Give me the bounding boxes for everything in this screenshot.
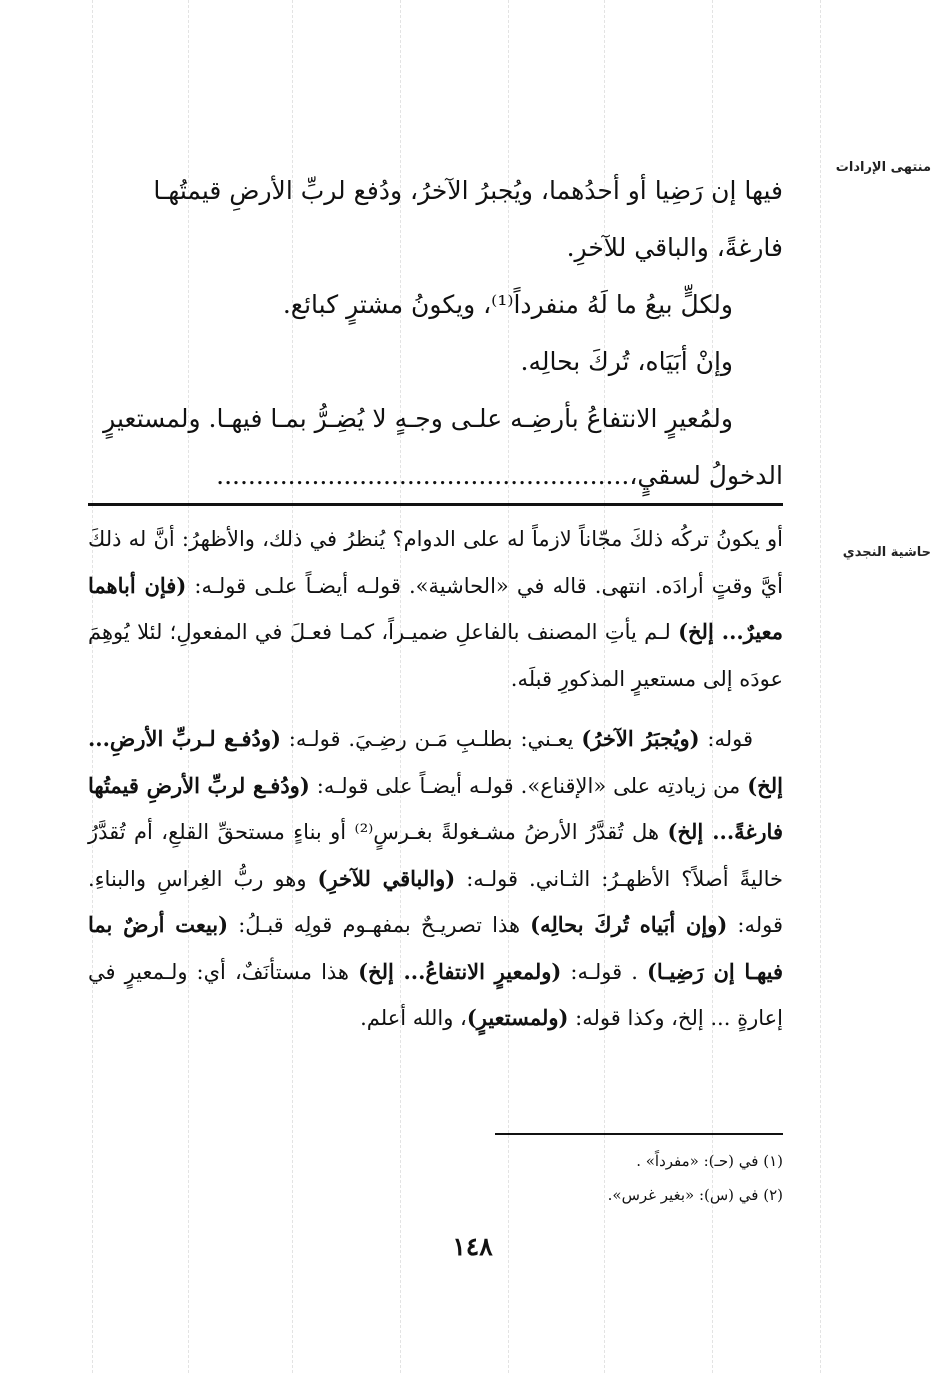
quoted-phrase: (ولمعيرٍ الانتفاعُ... إلخ) <box>358 958 562 984</box>
commentary-paragraph <box>88 516 783 702</box>
scan-guide-line <box>820 0 821 1373</box>
commentary-segment: وهو ربُّ الغِراسِ والبناءِ. قوله: <box>88 866 783 937</box>
quoted-phrase: (ودُفـع لـربِّ الأرضِ... إلخ) <box>88 726 783 798</box>
footnote-divider <box>495 1133 783 1135</box>
quoted-phrase: (والباقي للآخرِ) <box>317 865 456 891</box>
footnotes <box>88 1144 783 1212</box>
commentary-segment: من زيادتِه على «الإقناع». قولـه أيضـاً على قولـه: <box>309 773 748 798</box>
main-text-line: ولكلٍّ بيعُ ما لَهُ منفرداً⁽¹⁾، ويكونُ مشترٍ كبائع. <box>282 290 733 319</box>
commentary-segment: هل تُقدَّرُ الأرضُ مشـغولةً بغـرسٍ⁽²⁾ أو بناءٍ مستحقِّ القلعِ، أم تُقدَّرُ خاليةً أصلاً؟ الأظهـرُ: الثـاني. قولـه: <box>88 820 783 891</box>
main-text-line: ولمُعيرٍ الانتفاعُ بأرضِـه علـى وجـهٍ لا يُضِـرُّ بمـا فيهـا. ولمستعيرٍ <box>103 404 733 433</box>
hashiya-margin-label: حاشية النجدي <box>842 545 931 560</box>
commentary-paragraph <box>88 716 783 1042</box>
main-text-margin-label: منتهى الإرادات <box>835 160 931 175</box>
hashiya-commentary <box>88 516 783 1042</box>
main-text-line: فيها إن رَضِيا أو أحدُهما، ويُجبرُ الآخرُ، ودُفع لربِّ الأرضِ قيمتُهـا <box>153 176 783 205</box>
main-text-line: وإنْ أبَيَاه، تُركَ بحالِه. <box>520 347 733 376</box>
commentary-segment: لـم يأتِ المصنف بالفاعلِ ضميـراً، كمـا فعـلَ في المفعولِ؛ لئلا يُوهِمَ عودَه إلى مستعيرٍ المذكورِ قبلَه. <box>88 620 783 691</box>
quoted-phrase: (فإن أباهما معيرٌ... إلخ) <box>88 572 783 644</box>
quoted-phrase: (ويُجبَرُ الآخرُ) <box>581 726 700 751</box>
quoted-phrase: (وإن أبَياه تُركَ بحالِه) <box>530 912 728 937</box>
section-divider <box>88 503 783 506</box>
page-number: ١٤٨ <box>452 1232 493 1261</box>
quoted-phrase: (بيعت أرضٌ بما فيهـا إن رَضِيـا) <box>88 912 784 984</box>
commentary-segment: . قولـه: <box>561 959 647 984</box>
quoted-phrase: (ولمستعيرٍ) <box>466 1005 569 1030</box>
commentary-segment: يعـني: بطلـبِ مَـن رضِـيَ. قولـه: <box>280 727 582 751</box>
commentary-segment: هذا مستأنَفٌ، أي: ولـمعيرٍ في إعارةٍ ... إلخ، وكذا قوله: <box>88 959 783 1030</box>
continuation-dots: .................................................... <box>216 461 630 490</box>
main-text-line: فارغةً، والباقي للآخرِ. <box>566 233 783 262</box>
main-text-line-fragment: الدخولُ لسقيٍ، <box>629 461 783 490</box>
commentary-segment: أو يكونُ تركُه ذلكَ مجّاناً لازماً له على الدوام؟ يُنظرُ في ذلك، والأظهرُ: أنَّ له ذلكَ أيَّ وقتٍ أرادَه. انتهى. قاله في «الحاشية». قولـه أيضـاً علـى قولـه: <box>88 527 783 598</box>
commentary-segment: ، والله أعلم. <box>360 1006 467 1030</box>
quoted-phrase: (ودُفـع لربِّ الأرضِ قيمتُها فارغةً... إلخ) <box>88 772 783 844</box>
commentary-segment: قوله: <box>699 727 754 751</box>
main-text-line <box>88 447 783 504</box>
footnote-1: (١) في (حـ): «مفرداً» . <box>636 1152 783 1170</box>
main-text <box>88 162 783 504</box>
commentary-segment: هذا تصريـحٌ بمفهـوم قولِه قبـلُ: <box>228 913 531 937</box>
footnote-2: (٢) في (س): «بغير غرس». <box>607 1186 783 1204</box>
